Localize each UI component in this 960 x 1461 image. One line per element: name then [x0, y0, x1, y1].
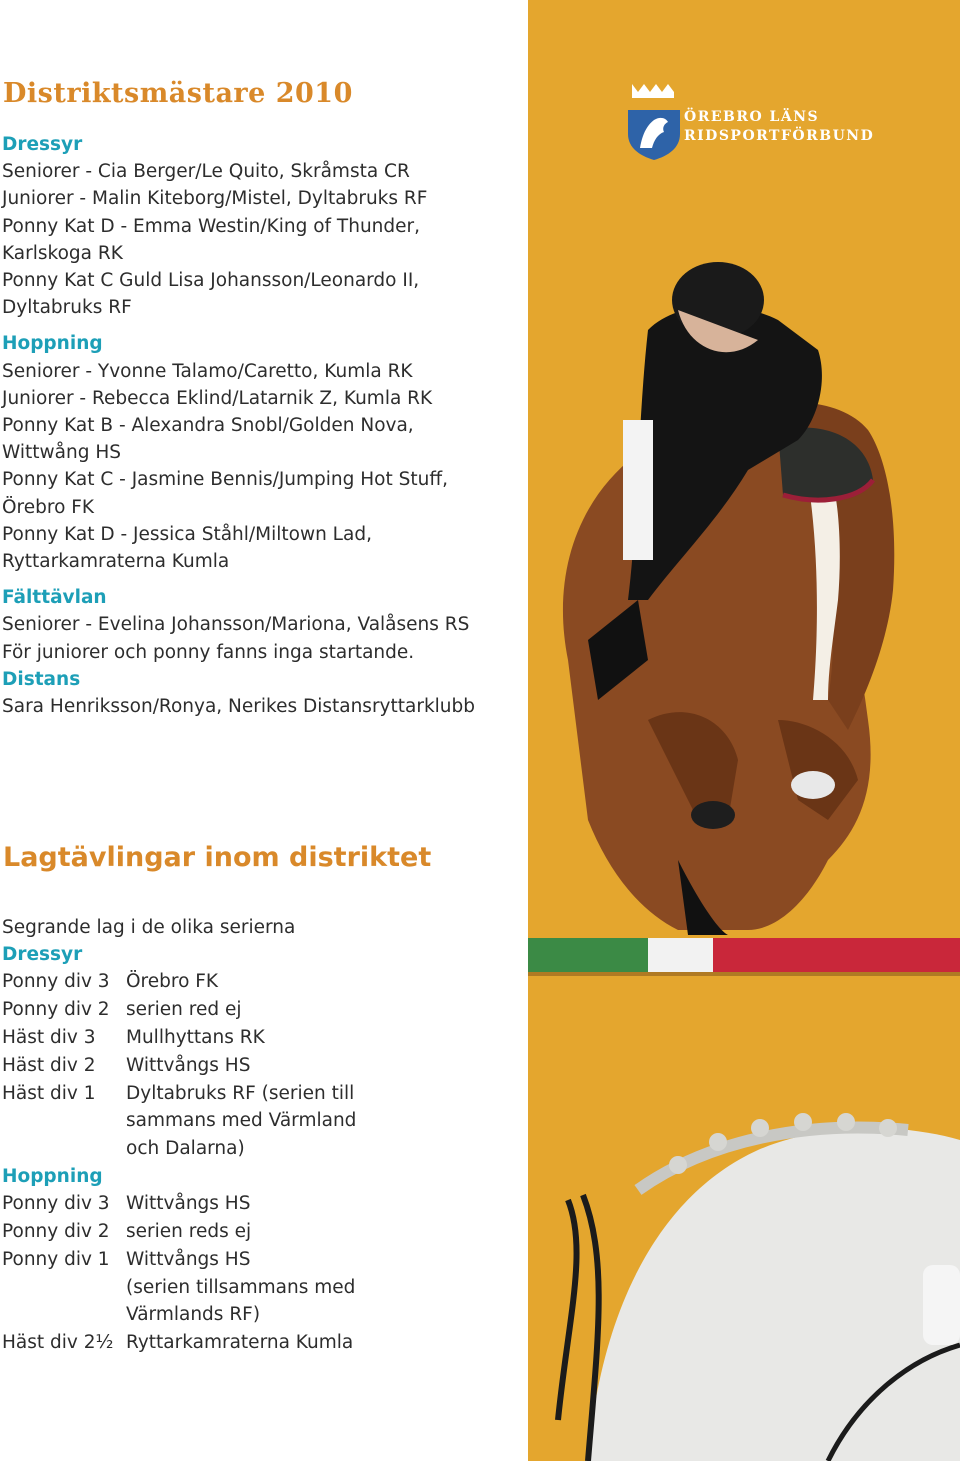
- jump-pole-image: [528, 938, 960, 976]
- section-heading-hoppning: Hoppning: [2, 333, 103, 355]
- result-line: Ponny Kat C Guld Lisa Johansson/Leonardo II,: [2, 270, 420, 292]
- district-champions-title: Distriktsmästare 2010: [3, 78, 353, 109]
- result-line: Karlskoga RK: [2, 242, 123, 264]
- winning-team: serien reds ej: [126, 1220, 252, 1242]
- team-row: [2, 1024, 356, 1052]
- winning-team: Wittvångs HS (serien tillsammans med Värmlands RF): [126, 1248, 356, 1326]
- team-heading-dressyr: Dressyr: [2, 944, 83, 966]
- division-label: Ponny div 1: [2, 1248, 110, 1270]
- result-line: Seniorer - Cia Berger/Le Quito, Skråmsta CR: [2, 161, 410, 183]
- federation-crest-icon: [628, 82, 680, 162]
- section-heading-falttavlan: Fälttävlan: [2, 587, 107, 609]
- division-label: Ponny div 3: [2, 1193, 110, 1215]
- result-line: Ryttarkamraterna Kumla: [2, 551, 230, 573]
- result-line: Dyltabruks RF: [2, 297, 132, 319]
- horse-photo-collage: [528, 0, 960, 1461]
- winning-team: Örebro FK: [126, 971, 219, 993]
- winning-team: Ryttarkamraterna Kumla: [126, 1332, 354, 1354]
- team-row: [2, 968, 356, 996]
- division-label: Häst div 2: [2, 1054, 96, 1076]
- section-heading-distans: Distans: [2, 668, 81, 690]
- result-line: Sara Henriksson/Ronya, Nerikes Distansryttarklubb: [2, 696, 476, 718]
- team-heading-hoppning: Hoppning: [2, 1165, 103, 1187]
- show-jumping-horse-image: [563, 262, 894, 935]
- dressage-horse-image: [558, 1113, 960, 1461]
- result-line: Ponny Kat B - Alexandra Snobl/Golden Nova,: [2, 415, 414, 437]
- federation-name-line1: ÖREBRO LÄNS: [684, 109, 820, 125]
- federation-name-line2: RIDSPORTFÖRBUND: [684, 128, 875, 144]
- team-row: [2, 1080, 356, 1163]
- photo-panel: [528, 0, 960, 1461]
- team-row: [2, 1329, 356, 1357]
- team-results: [2, 914, 356, 1357]
- team-competitions-title: Lagtävlingar inom distriktet: [3, 842, 432, 873]
- federation-name: [684, 108, 874, 146]
- result-line: Juniorer - Malin Kiteborg/Mistel, Dyltabruks RF: [2, 188, 428, 210]
- result-line: Wittwång HS: [2, 442, 122, 464]
- winning-team: Wittvångs HS: [126, 1054, 251, 1076]
- team-row: [2, 996, 356, 1024]
- result-line: För juniorer och ponny fanns inga startande.: [2, 641, 415, 663]
- result-line: Juniorer - Rebecca Eklind/Latarnik Z, Kumla RK: [2, 387, 433, 409]
- result-line: Ponny Kat D - Jessica Ståhl/Miltown Lad,: [2, 523, 372, 545]
- team-row: [2, 1052, 356, 1080]
- result-line: Ponny Kat D - Emma Westin/King of Thunder,: [2, 215, 421, 237]
- division-label: Ponny div 3: [2, 971, 110, 993]
- team-intro: Segrande lag i de olika serierna: [2, 917, 296, 938]
- winning-team: Mullhyttans RK: [126, 1027, 265, 1048]
- district-champions-list: [2, 131, 475, 720]
- division-label: Ponny div 2: [2, 1220, 110, 1242]
- team-row: [2, 1190, 356, 1218]
- section-heading-dressyr: Dressyr: [2, 134, 83, 155]
- result-line: Örebro FK: [2, 496, 95, 518]
- division-label: Häst div 2½: [2, 1332, 114, 1354]
- division-label: Häst div 3: [2, 1027, 96, 1048]
- result-line: Seniorer - Evelina Johansson/Mariona, Valåsens RS: [2, 614, 470, 636]
- result-line: Ponny Kat C - Jasmine Bennis/Jumping Hot Stuff,: [2, 469, 448, 491]
- team-row: [2, 1218, 356, 1246]
- result-line: Seniorer - Yvonne Talamo/Caretto, Kumla RK: [2, 360, 413, 382]
- winning-team: Dyltabruks RF (serien till sammans med Värmland och Dalarna): [126, 1082, 357, 1160]
- winning-team: Wittvångs HS: [126, 1193, 251, 1215]
- winning-team: serien red ej: [126, 999, 242, 1021]
- team-row: [2, 1246, 356, 1329]
- division-label: Häst div 1: [2, 1082, 96, 1104]
- division-label: Ponny div 2: [2, 999, 110, 1021]
